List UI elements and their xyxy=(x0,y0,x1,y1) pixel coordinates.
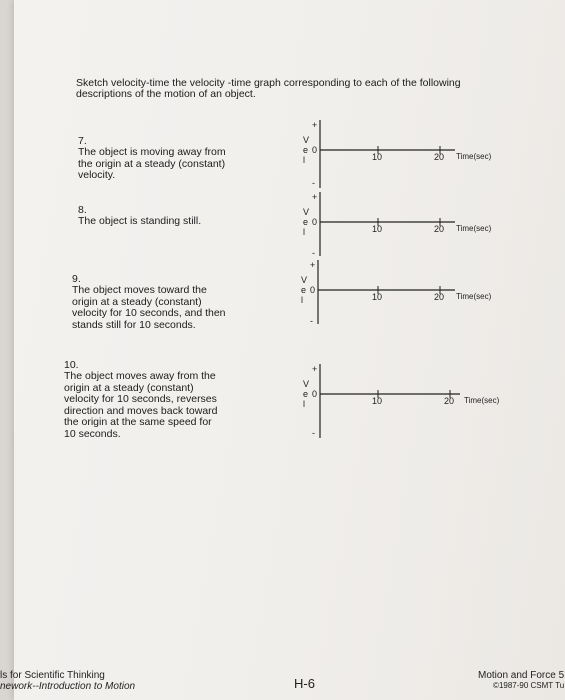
axis-e-letter: e xyxy=(303,217,309,227)
question-10 xyxy=(64,348,218,440)
axis-plus: + xyxy=(310,260,316,270)
tick-label-20: 20 xyxy=(434,224,445,234)
axis-v-letter: V xyxy=(303,135,310,145)
axis-origin-label: 0 xyxy=(310,285,316,295)
axis-l-letter: l xyxy=(303,227,305,237)
footer-course-title: ls for Scientific Thinking xyxy=(0,670,105,681)
question-8 xyxy=(78,193,201,228)
axis-minus: - xyxy=(312,248,315,258)
footer-right xyxy=(478,670,564,690)
axis-e-letter: e xyxy=(303,145,309,155)
axis-l-letter: l xyxy=(303,399,305,409)
axis-minus: - xyxy=(312,428,315,438)
footer-unit-title: Motion and Force 5 xyxy=(478,670,565,681)
axis-v-letter: V xyxy=(301,275,308,285)
velocity-time-graph-9[interactable] xyxy=(290,256,530,328)
axis-l-letter: l xyxy=(301,295,303,305)
question-9 xyxy=(72,262,226,331)
tick-label-20: 20 xyxy=(434,292,445,302)
time-axis-label: Time(sec) xyxy=(456,152,492,161)
question-text: The object moves toward the origin at a steady (constant) velocity for 10 seconds, and then stands still for 10 seconds. xyxy=(72,284,226,331)
question-text: The object moves away from the origin at a steady (constant) velocity for 10 seconds, reverses direction and moves back toward the origin at the same speed for 10 seconds. xyxy=(64,370,218,440)
axis-v-letter: V xyxy=(303,379,310,389)
axis-plus: + xyxy=(312,192,318,202)
tick-label-20: 20 xyxy=(444,396,455,406)
footer-left xyxy=(0,670,135,692)
question-7 xyxy=(78,124,226,182)
question-number: 8. xyxy=(78,203,87,216)
velocity-time-graph-7[interactable] xyxy=(290,116,530,188)
question-number: 9. xyxy=(72,272,81,285)
question-text: The object is moving away from the origin at a steady (constant) velocity. xyxy=(78,146,226,181)
axis-l-letter: l xyxy=(303,155,305,165)
time-axis-label: Time(sec) xyxy=(456,292,492,301)
axis-minus: - xyxy=(312,178,315,188)
tick-label-20: 20 xyxy=(434,152,445,162)
question-number: 10. xyxy=(64,358,79,371)
instructions-text: Sketch velocity-time the velocity -time graph corresponding to each of the following descriptions of the motion of an object. xyxy=(76,77,461,100)
axis-e-letter: e xyxy=(301,285,307,295)
footer-copyright: ©1987-90 CSMT Tu xyxy=(493,681,565,690)
footer-page-number: H-6 xyxy=(294,676,315,691)
axis-origin-label: 0 xyxy=(312,389,318,399)
axis-plus: + xyxy=(312,364,318,374)
axis-origin-label: 0 xyxy=(312,145,318,155)
axis-plus: + xyxy=(312,120,318,130)
question-number: 7. xyxy=(78,134,87,147)
axis-e-letter: e xyxy=(303,389,309,399)
time-axis-label: Time(sec) xyxy=(456,224,492,233)
tick-label-10: 10 xyxy=(372,292,383,302)
axis-minus: - xyxy=(310,316,313,326)
footer-course-subtitle: nework--Introduction to Motion xyxy=(0,681,136,692)
tick-label-10: 10 xyxy=(372,224,383,234)
question-text: The object is standing still. xyxy=(78,215,202,227)
tick-label-10: 10 xyxy=(372,152,383,162)
time-axis-label: Time(sec) xyxy=(464,396,500,405)
axis-origin-label: 0 xyxy=(312,217,318,227)
velocity-time-graph-10[interactable] xyxy=(290,360,530,440)
axis-v-letter: V xyxy=(303,207,310,217)
tick-label-10: 10 xyxy=(372,396,383,406)
velocity-time-graph-8[interactable] xyxy=(290,188,530,260)
